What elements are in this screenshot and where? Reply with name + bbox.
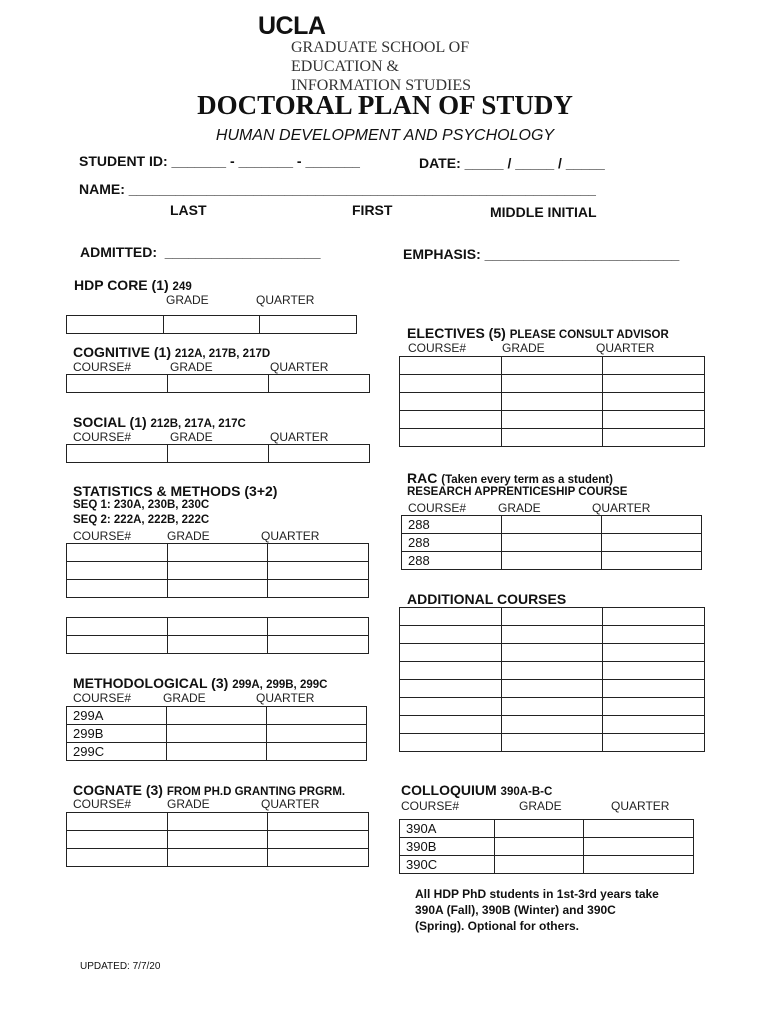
- grade-header: GRADE: [167, 529, 210, 543]
- section-title: COGNITIVE (1): [73, 344, 172, 360]
- table-row: [67, 831, 369, 849]
- quarter-cell[interactable]: [603, 608, 705, 626]
- table-row: [67, 813, 369, 831]
- quarter-cell[interactable]: [603, 734, 705, 752]
- quarter-header: QUARTER: [270, 430, 329, 444]
- table-row: [67, 580, 369, 598]
- grade-cell[interactable]: [501, 393, 603, 411]
- quarter-cell[interactable]: [268, 831, 369, 849]
- grade-header: GRADE: [166, 293, 209, 307]
- course-header: COURSE#: [73, 430, 132, 444]
- course-cell[interactable]: [400, 734, 502, 752]
- grade-cell[interactable]: [501, 411, 603, 429]
- rac-subtitle: RESEARCH APPRENTICESHIP COURSE: [407, 486, 628, 498]
- first-name-label: FIRST: [352, 202, 393, 218]
- quarter-cell[interactable]: [603, 357, 705, 375]
- grade-cell[interactable]: [501, 734, 603, 752]
- table-row: [400, 357, 705, 375]
- grade-header: GRADE: [519, 799, 562, 813]
- section-title: RAC: [407, 470, 438, 486]
- note-line: All HDP PhD students in 1st-3rd years take: [415, 887, 659, 901]
- grade-cell[interactable]: [167, 580, 268, 598]
- course-cell[interactable]: [400, 375, 502, 393]
- social-heading: [73, 414, 246, 430]
- quarter-header: QUARTER: [261, 529, 320, 543]
- grade-cell[interactable]: [167, 562, 268, 580]
- grade-cell[interactable]: [168, 375, 269, 393]
- note-line: (Spring). Optional for others.: [415, 919, 579, 933]
- colloquium-note: [415, 886, 705, 934]
- course-cell[interactable]: [67, 316, 164, 334]
- quarter-cell[interactable]: [268, 544, 369, 562]
- table-row: [400, 838, 694, 856]
- middle-initial-label: MIDDLE INITIAL: [490, 204, 597, 220]
- rac-heading: [407, 470, 613, 486]
- table-row: [67, 375, 370, 393]
- course-cell[interactable]: [400, 698, 502, 716]
- grade-cell[interactable]: [167, 636, 268, 654]
- table-row: [400, 680, 705, 698]
- table-row: [400, 662, 705, 680]
- quarter-cell[interactable]: [267, 743, 367, 761]
- grade-header: GRADE: [502, 341, 545, 355]
- table-row: [400, 716, 705, 734]
- grade-cell[interactable]: [167, 707, 267, 725]
- quarter-cell[interactable]: [268, 618, 369, 636]
- grade-cell[interactable]: [501, 626, 603, 644]
- grade-cell[interactable]: [163, 316, 260, 334]
- hdp-core-column-headers: [0, 293, 770, 307]
- statistics-table-seq1: [66, 543, 369, 598]
- table-row: [400, 375, 705, 393]
- quarter-cell[interactable]: [268, 580, 369, 598]
- quarter-cell[interactable]: [268, 636, 369, 654]
- electives-heading: [407, 325, 669, 341]
- page-title: DOCTORAL PLAN OF STUDY: [197, 90, 573, 120]
- quarter-cell[interactable]: [268, 849, 369, 867]
- grade-cell[interactable]: [501, 429, 603, 447]
- quarter-cell[interactable]: [603, 716, 705, 734]
- grade-cell[interactable]: [495, 856, 584, 874]
- quarter-cell[interactable]: [603, 411, 705, 429]
- table-row: [400, 856, 694, 874]
- school-line: GRADUATE SCHOOL OF: [291, 39, 470, 56]
- table-row: [400, 411, 705, 429]
- table-row: [400, 698, 705, 716]
- course-header: COURSE#: [408, 341, 467, 355]
- statistics-table-seq2: [66, 617, 369, 654]
- course-header: COURSE#: [73, 529, 132, 543]
- course-cell[interactable]: [400, 357, 502, 375]
- quarter-header: QUARTER: [270, 360, 329, 374]
- school-name: [291, 38, 471, 95]
- course-cell[interactable]: [67, 375, 168, 393]
- additional-courses-table: [399, 607, 705, 752]
- quarter-cell[interactable]: [584, 838, 694, 856]
- course-cell[interactable]: [400, 716, 502, 734]
- grade-cell[interactable]: [167, 813, 268, 831]
- emphasis-field[interactable]: EMPHASIS: _________________________: [403, 246, 680, 262]
- grade-cell[interactable]: [501, 357, 603, 375]
- table-row: [402, 552, 702, 570]
- name-field[interactable]: NAME: ____________________________________________________________: [79, 181, 596, 197]
- grade-cell[interactable]: [502, 516, 602, 534]
- grade-cell[interactable]: [495, 820, 584, 838]
- grade-cell[interactable]: [167, 618, 268, 636]
- quarter-header: QUARTER: [592, 501, 651, 515]
- quarter-cell[interactable]: [268, 813, 369, 831]
- school-line: EDUCATION &: [291, 58, 399, 75]
- course-cell[interactable]: [400, 662, 502, 680]
- grade-cell[interactable]: [501, 662, 603, 680]
- school-line: INFORMATION STUDIES: [291, 77, 472, 94]
- quarter-cell[interactable]: [603, 429, 705, 447]
- grade-cell[interactable]: [167, 831, 268, 849]
- additional-courses-heading: ADDITIONAL COURSES: [407, 591, 567, 607]
- grade-cell[interactable]: [167, 743, 267, 761]
- section-code: 249: [172, 281, 192, 293]
- quarter-header: QUARTER: [256, 293, 315, 307]
- student-id-field[interactable]: STUDENT ID: _______ - _______ - _______: [79, 153, 360, 169]
- course-cell[interactable]: 390C: [400, 856, 495, 874]
- course-header: COURSE#: [73, 691, 132, 705]
- table-row: [67, 636, 369, 654]
- table-row: [67, 849, 369, 867]
- colloquium-column-headers: [0, 799, 770, 813]
- rac-table: [401, 515, 702, 570]
- table-row: [67, 316, 357, 334]
- course-cell[interactable]: 288: [402, 552, 502, 570]
- course-header: COURSE#: [73, 360, 132, 374]
- grade-cell[interactable]: [167, 725, 267, 743]
- quarter-cell[interactable]: [602, 516, 702, 534]
- course-cell[interactable]: 299C: [67, 743, 167, 761]
- section-code: 212B, 217A, 217C: [150, 418, 246, 430]
- cognitive-table: [66, 374, 370, 393]
- grade-cell[interactable]: [501, 698, 603, 716]
- quarter-cell[interactable]: [602, 534, 702, 552]
- course-cell[interactable]: 299A: [67, 707, 167, 725]
- hdp-core-table: [66, 315, 357, 334]
- table-row: [67, 618, 369, 636]
- section-title: ELECTIVES (5): [407, 325, 506, 341]
- hdp-core-heading: [74, 277, 192, 293]
- cognate-heading: [73, 782, 345, 798]
- course-cell[interactable]: 299B: [67, 725, 167, 743]
- course-cell[interactable]: [400, 608, 502, 626]
- section-title: SOCIAL (1): [73, 414, 147, 430]
- grade-header: GRADE: [498, 501, 541, 515]
- section-title: HDP CORE (1): [74, 277, 169, 293]
- quarter-cell[interactable]: [260, 316, 357, 334]
- methodological-table: [66, 706, 367, 761]
- grade-cell[interactable]: [167, 544, 268, 562]
- table-row: [67, 562, 369, 580]
- colloquium-table: [399, 819, 694, 874]
- course-cell[interactable]: [400, 393, 502, 411]
- course-cell[interactable]: [67, 849, 168, 867]
- quarter-cell[interactable]: [268, 562, 369, 580]
- course-cell[interactable]: [67, 618, 168, 636]
- grade-header: GRADE: [170, 430, 213, 444]
- course-cell[interactable]: [67, 544, 168, 562]
- grade-cell[interactable]: [502, 534, 602, 552]
- table-row: [400, 393, 705, 411]
- section-note: (Taken every term as a student): [441, 474, 613, 486]
- grade-header: GRADE: [170, 360, 213, 374]
- grade-cell[interactable]: [501, 680, 603, 698]
- grade-cell[interactable]: [501, 644, 603, 662]
- course-header: COURSE#: [408, 501, 467, 515]
- course-cell[interactable]: [400, 411, 502, 429]
- page-subtitle: HUMAN DEVELOPMENT AND PSYCHOLOGY: [215, 127, 555, 144]
- quarter-cell[interactable]: [269, 445, 370, 463]
- course-cell[interactable]: [67, 562, 168, 580]
- table-row: [400, 820, 694, 838]
- section-code: PLEASE CONSULT ADVISOR: [509, 329, 669, 341]
- table-row: [400, 626, 705, 644]
- table-row: [402, 534, 702, 552]
- course-cell[interactable]: [67, 445, 168, 463]
- grade-cell[interactable]: [501, 716, 603, 734]
- quarter-cell[interactable]: [269, 375, 370, 393]
- table-row: [67, 725, 367, 743]
- section-title: COGNATE (3): [73, 782, 163, 798]
- statistics-seq1: SEQ 1: 230A, 230B, 230C: [73, 499, 210, 511]
- section-code: 390A-B-C: [500, 786, 553, 798]
- section-code: 212A, 217B, 217D: [174, 348, 271, 360]
- table-row: [400, 608, 705, 626]
- course-header: COURSE#: [73, 797, 132, 811]
- table-row: [67, 445, 370, 463]
- grade-cell[interactable]: [501, 608, 603, 626]
- grade-cell[interactable]: [495, 838, 584, 856]
- grade-cell[interactable]: [501, 375, 603, 393]
- course-cell[interactable]: [67, 580, 168, 598]
- course-header: COURSE#: [401, 799, 460, 813]
- quarter-cell[interactable]: [267, 725, 367, 743]
- section-code: 299A, 299B, 299C: [232, 679, 328, 691]
- note-line: 390A (Fall), 390B (Winter) and 390C: [415, 903, 616, 917]
- social-table: [66, 444, 370, 463]
- table-row: [400, 429, 705, 447]
- quarter-cell[interactable]: [267, 707, 367, 725]
- table-row: [400, 734, 705, 752]
- section-title: COLLOQUIUM: [401, 782, 497, 798]
- statistics-seq2: SEQ 2: 222A, 222B, 222C: [73, 514, 210, 526]
- course-cell[interactable]: 390B: [400, 838, 495, 856]
- quarter-cell[interactable]: [603, 644, 705, 662]
- course-cell[interactable]: [400, 429, 502, 447]
- grade-cell[interactable]: [167, 849, 268, 867]
- quarter-header: QUARTER: [596, 341, 655, 355]
- course-cell[interactable]: 288: [402, 534, 502, 552]
- course-cell[interactable]: [400, 644, 502, 662]
- table-row: [402, 516, 702, 534]
- grade-header: GRADE: [163, 691, 206, 705]
- course-cell[interactable]: [67, 636, 168, 654]
- rac-column-headers: [0, 501, 770, 515]
- course-cell[interactable]: [67, 831, 168, 849]
- section-title: METHODOLOGICAL (3): [73, 675, 229, 691]
- colloquium-heading: [401, 782, 552, 798]
- course-cell[interactable]: [400, 680, 502, 698]
- quarter-cell[interactable]: [603, 393, 705, 411]
- electives-column-headers: [0, 341, 770, 355]
- quarter-cell[interactable]: [603, 626, 705, 644]
- quarter-header: QUARTER: [611, 799, 670, 813]
- quarter-cell[interactable]: [603, 698, 705, 716]
- methodological-heading: [73, 675, 327, 691]
- grade-cell[interactable]: [502, 552, 602, 570]
- cognate-table: [66, 812, 369, 867]
- course-cell[interactable]: [67, 813, 168, 831]
- course-cell[interactable]: 390A: [400, 820, 495, 838]
- table-row: [400, 644, 705, 662]
- quarter-cell[interactable]: [603, 375, 705, 393]
- date-field[interactable]: DATE: _____ / _____ / _____: [419, 155, 605, 171]
- updated-date: UPDATED: 7/7/20: [80, 961, 161, 972]
- section-code: FROM PH.D GRANTING PRGRM.: [166, 786, 346, 798]
- grade-header: GRADE: [167, 797, 210, 811]
- table-row: [67, 544, 369, 562]
- quarter-header: QUARTER: [261, 797, 320, 811]
- course-cell[interactable]: 288: [402, 516, 502, 534]
- quarter-cell[interactable]: [603, 680, 705, 698]
- last-name-label: LAST: [170, 202, 207, 218]
- course-cell[interactable]: [400, 626, 502, 644]
- grade-cell[interactable]: [168, 445, 269, 463]
- admitted-field[interactable]: ADMITTED: ____________________: [80, 244, 321, 260]
- electives-table: [399, 356, 705, 447]
- ucla-logo: UCLA: [258, 12, 326, 40]
- quarter-cell[interactable]: [602, 552, 702, 570]
- quarter-cell[interactable]: [603, 662, 705, 680]
- table-row: [67, 743, 367, 761]
- table-row: [67, 707, 367, 725]
- statistics-heading: STATISTICS & METHODS (3+2): [73, 483, 278, 499]
- quarter-cell[interactable]: [584, 856, 694, 874]
- quarter-cell[interactable]: [584, 820, 694, 838]
- quarter-header: QUARTER: [256, 691, 315, 705]
